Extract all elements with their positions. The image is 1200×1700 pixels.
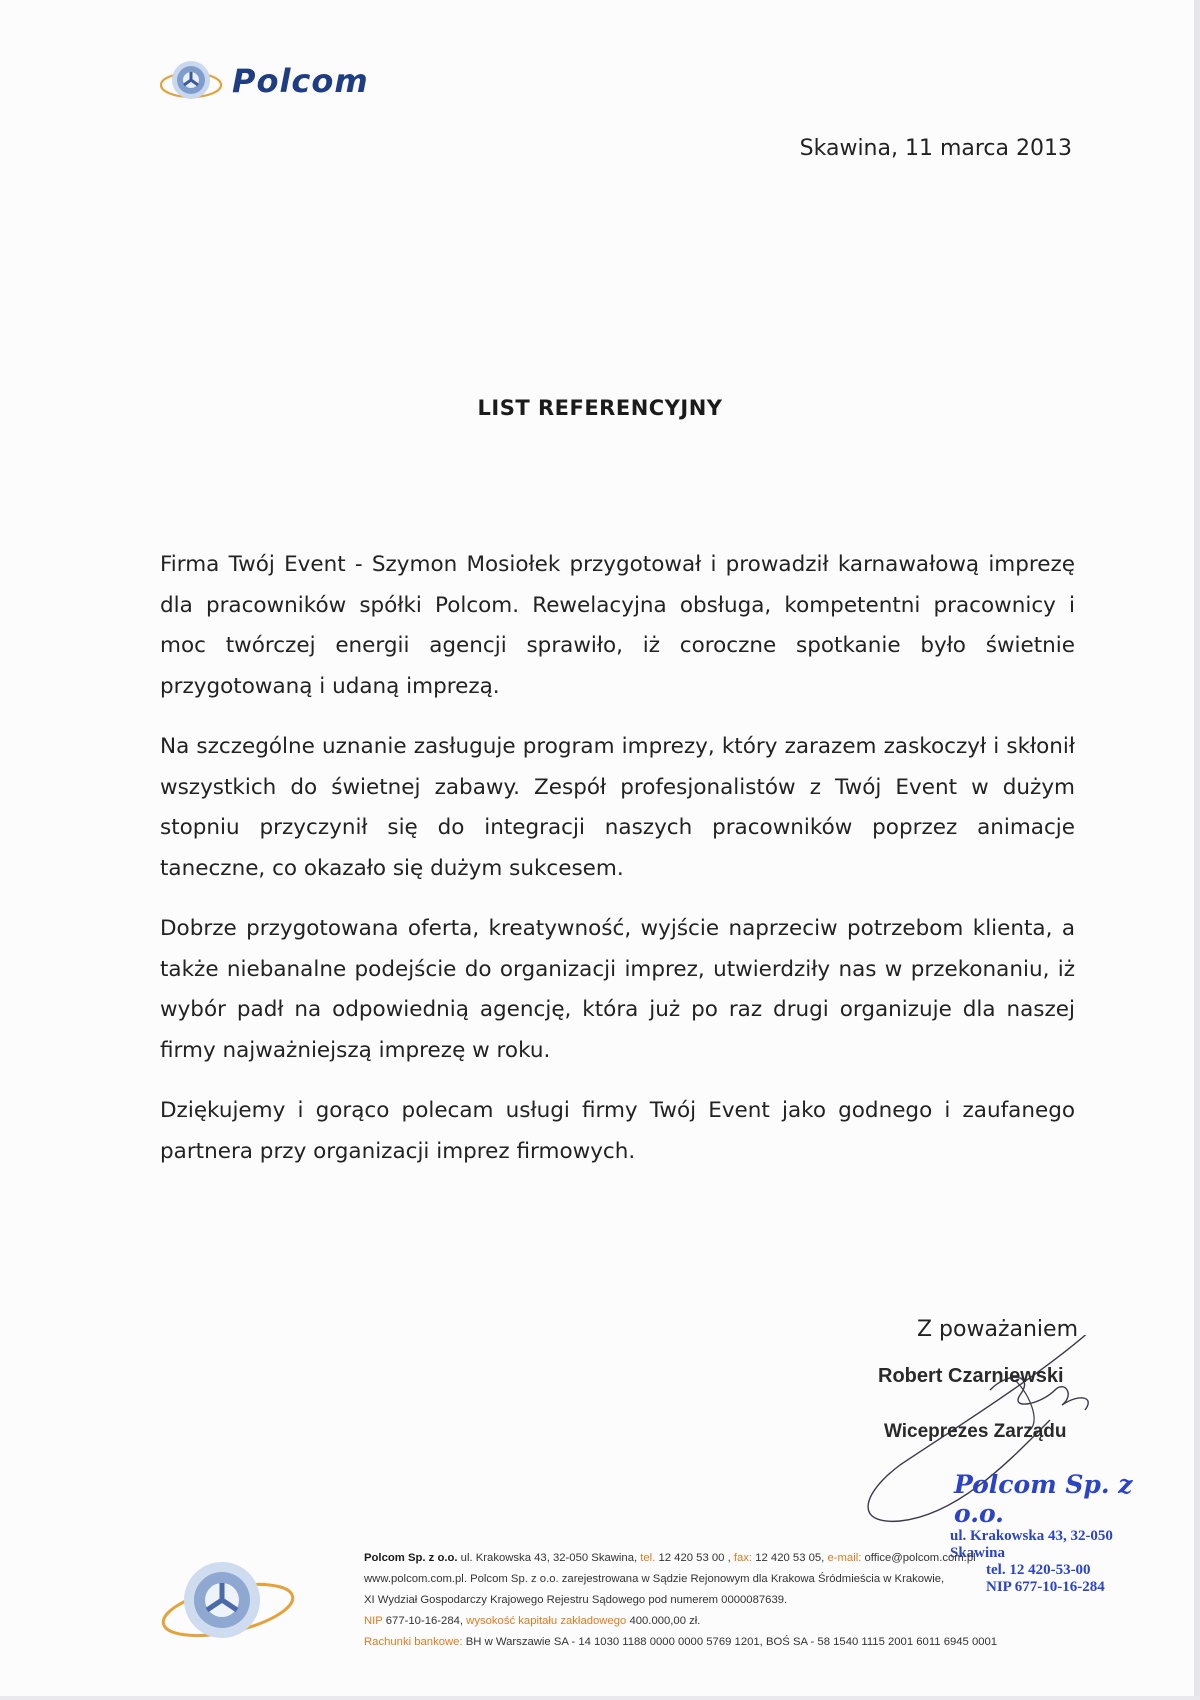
signatory-name: Robert Czarniewski [878, 1365, 1064, 1387]
polcom-emblem-icon [158, 56, 224, 106]
letter-body [160, 545, 1075, 1192]
letter-title: LIST REFERENCYJNY [477, 396, 723, 420]
footer-line-registry: www.polcom.com.pl. Polcom Sp. z o.o. zarejestrowana w Sądzie Rejonowym dla Krakowa Śródmieścia w Krakowie, [364, 1573, 945, 1585]
footer-email-label: e-mail: [827, 1552, 862, 1564]
footer-line-contact [364, 1548, 1084, 1569]
footer-line-capital [364, 1611, 1084, 1632]
scan-edge-bottom [0, 1696, 1200, 1700]
letter-date: Skawina, 11 marca 2013 [799, 136, 1072, 161]
footer-capital: 400.000,00 zł. [626, 1615, 701, 1627]
company-logo [158, 56, 369, 106]
body-paragraph: Na szczególne uznanie zasługuje program imprezy, który zarazem zaskoczył i skłonił wszystkich do świetnej zabawy. Zespół profesjonalistów z Twój Event w dużym stopniu przyczynił się do integracji naszych pracowników poprzez animacje taneczne, co okazało się dużym sukcesem. [160, 734, 1075, 881]
footer-nip: 677-10-16-284, [382, 1615, 467, 1627]
footer-fax-label: fax: [733, 1552, 753, 1564]
logo-wordmark: Polcom [232, 62, 369, 100]
footer-logo [150, 1548, 300, 1657]
footer-tel-label: tel. [640, 1552, 656, 1564]
body-paragraph: Firma Twój Event - Szymon Mosiołek przygotował i prowadził karnawałową imprezę dla pracowników spółki Polcom. Rewelacyjna obsługa, kompetentni pracownicy i moc twórczej energii agencji sprawiło, iż coroczne spotkanie było świetnie przygotowaną i udaną imprezą. [160, 552, 1075, 699]
stamp-address: ul. Krakowska 43, 32-050 Skawina [950, 1528, 1113, 1561]
stamp-phone: tel. 12 420-53-00 [986, 1562, 1091, 1578]
footer-fax: 12 420 53 05, [752, 1552, 828, 1564]
body-paragraph: Dziękujemy i gorąco polecam usługi firmy Twój Event jako godnego i zaufanego partnera przy organizacji imprez firmowych. [160, 1098, 1075, 1164]
footer-line-court: XI Wydział Gospodarczy Krajowego Rejestru Sądowego pod numerem 0000087639. [364, 1594, 788, 1606]
footer-line-bank [364, 1632, 1084, 1653]
footer-bank-label: Rachunki bankowe: [364, 1636, 463, 1648]
footer-email: office@polcom.com.pl [861, 1552, 976, 1564]
footer-tel: 12 420 53 00 , [655, 1552, 734, 1564]
polcom-emblem-large-icon [150, 1548, 300, 1653]
closing-salutation: Z poważaniem [916, 1317, 1078, 1342]
stamp-company: Polcom Sp. z o.o. [954, 1470, 1133, 1528]
footer-nip-label: NIP [364, 1615, 383, 1627]
stamp-nip: NIP 677-10-16-284 [986, 1579, 1105, 1595]
signatory-role: Wiceprezes Zarządu [884, 1421, 1067, 1442]
footer-company: Polcom Sp. z o.o. [364, 1552, 458, 1564]
footer-bank: BH w Warszawie SA - 14 1030 1188 0000 0000 5769 1201, BOŚ SA - 58 1540 1115 2001 6011 6945 0001 [462, 1636, 998, 1648]
footer-address: ul. Krakowska 43, 32-050 Skawina, [457, 1552, 641, 1564]
body-paragraph: Dobrze przygotowana oferta, kreatywność, wyjście naprzeciw potrzebom klienta, a także niebanalne podejście do organizacji imprez, utwierdziły nas w przekonaniu, iż wybór padł na odpowiednią agencję, która już po raz drugi organizuje dla naszej firmy najważniejszą imprezę w roku. [160, 916, 1075, 1063]
scan-edge-right [1194, 0, 1200, 1700]
company-footer [364, 1548, 1084, 1653]
footer-capital-label: wysokość kapitału zakładowego [466, 1615, 627, 1627]
